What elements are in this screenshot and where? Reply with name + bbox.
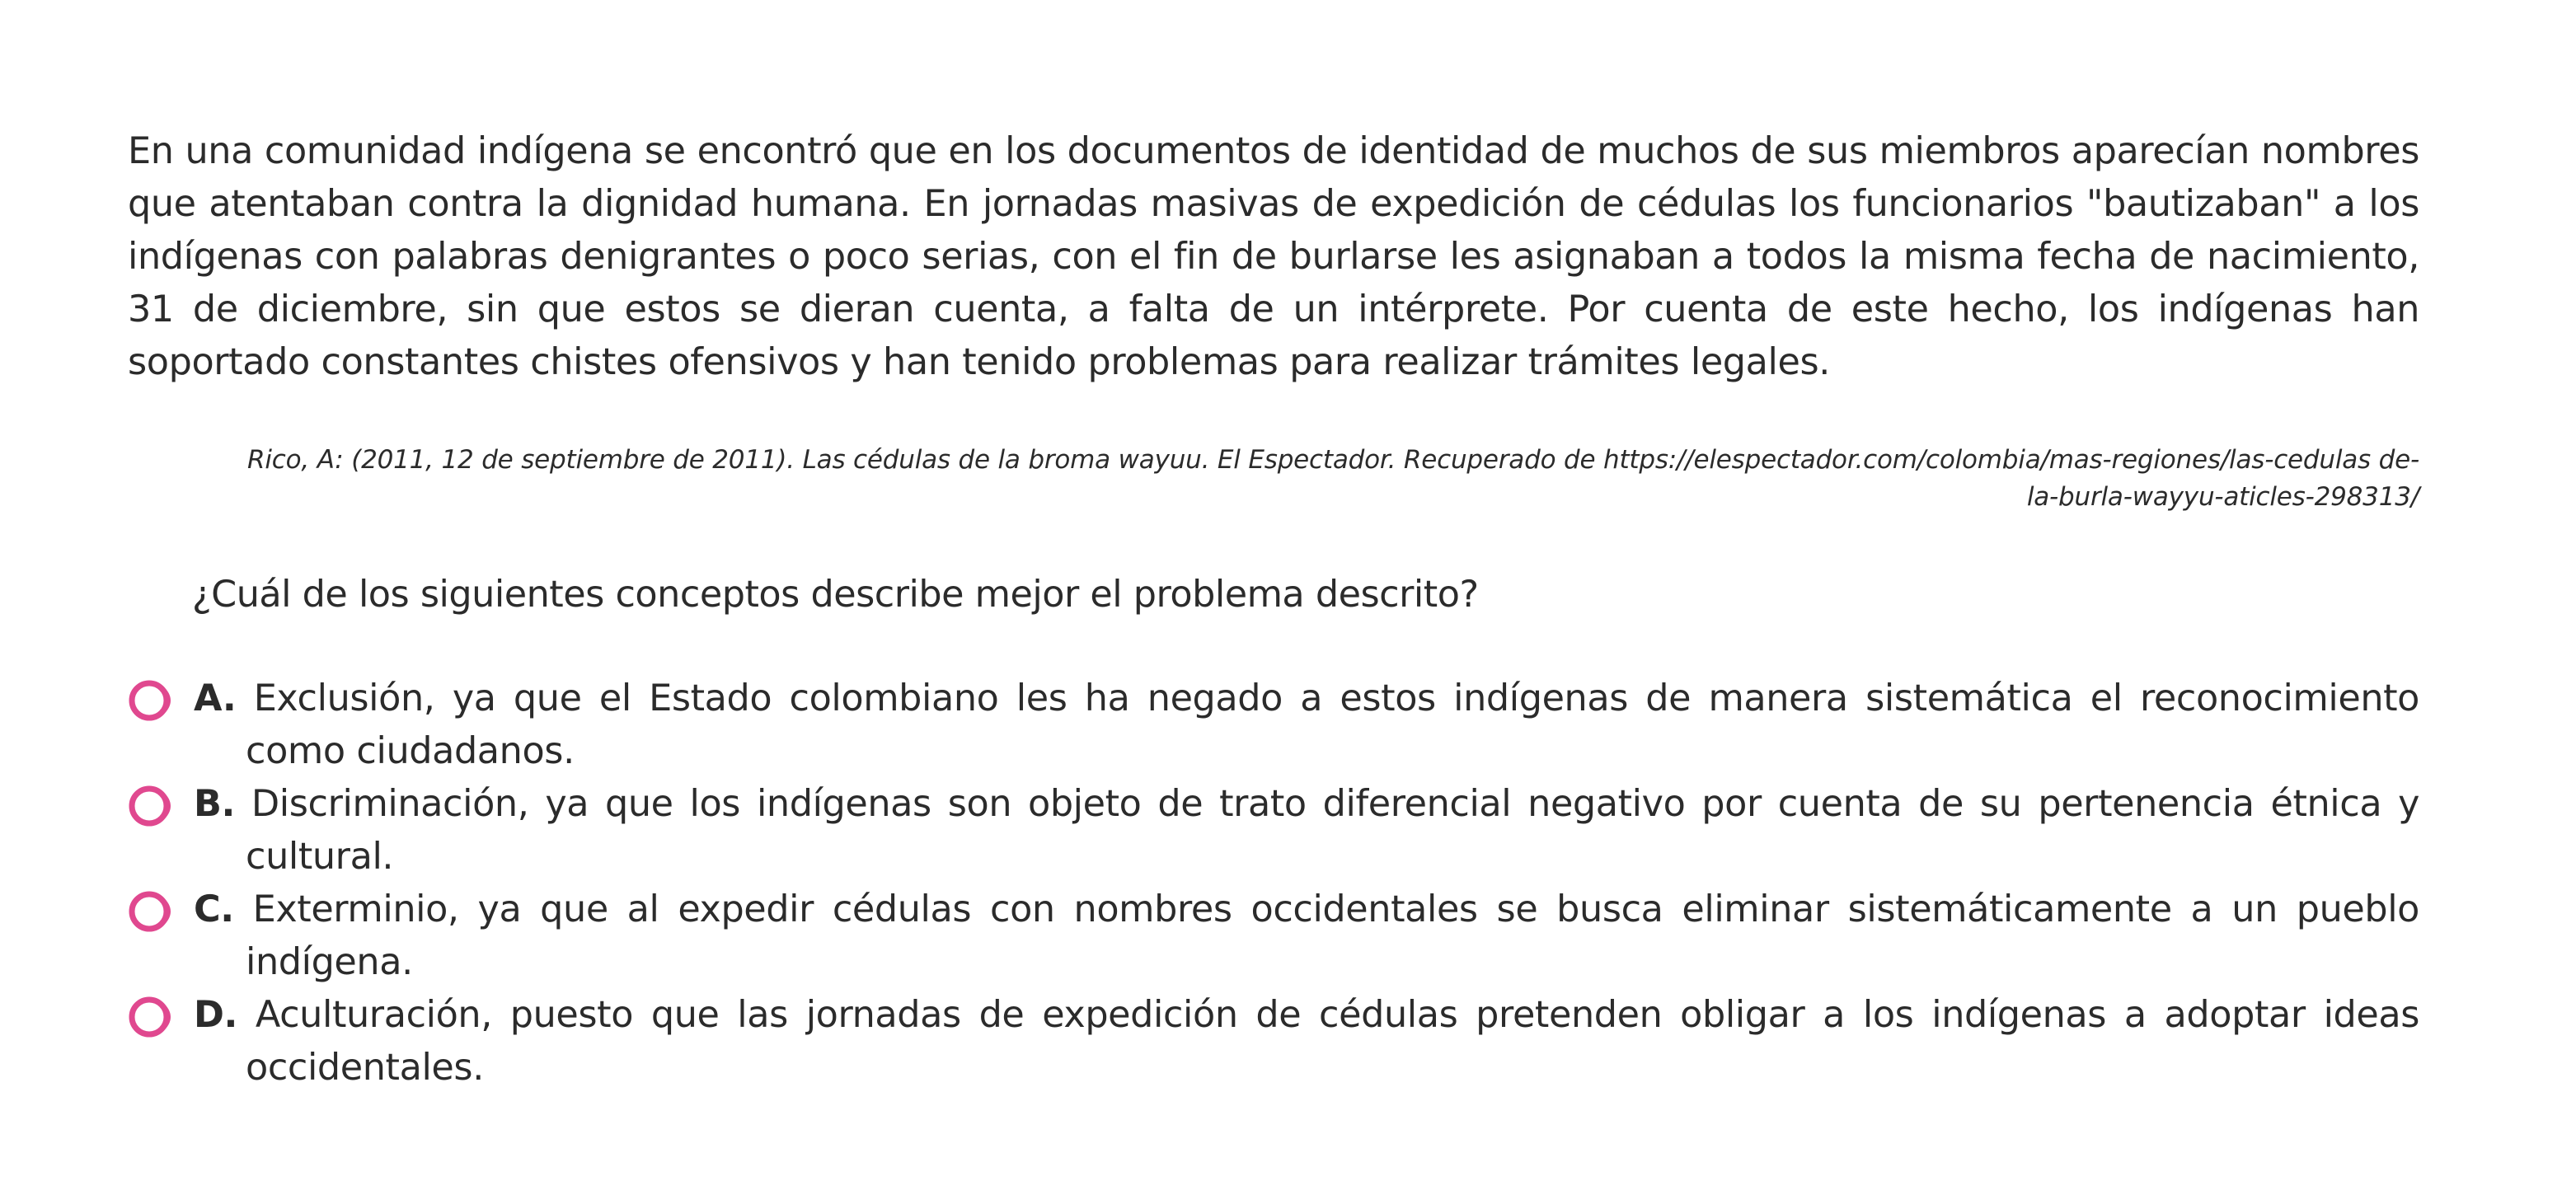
radio-circle-icon[interactable] — [128, 890, 184, 933]
option-label: Aculturación, puesto que las jornadas de expedición de cédulas pretenden obligar a los indígenas a adoptar ideas occidentales. — [246, 994, 2420, 1089]
radio-circle-icon[interactable] — [128, 785, 184, 827]
option-label: Exterminio, ya que al expedir cédulas con nombres occidentales se busca eliminar sistemáticamente a un pueblo indígena. — [246, 888, 2419, 983]
question-prompt: ¿Cuál de los siguientes conceptos describe mejor el problema descrito? — [192, 574, 1479, 616]
option-letter: C. — [194, 888, 234, 930]
answer-options — [128, 672, 2419, 1094]
option-a[interactable] — [128, 672, 2419, 778]
radio-circle-icon[interactable] — [128, 679, 184, 722]
option-letter: D. — [194, 994, 238, 1036]
option-c[interactable] — [128, 883, 2419, 989]
option-d[interactable] — [128, 989, 2419, 1094]
option-text — [194, 989, 2419, 1094]
option-text — [194, 672, 2419, 778]
option-b[interactable] — [128, 778, 2419, 883]
source-citation: Rico, A: (2011, 12 de septiembre de 2011). Las cédulas de la broma wayuu. El Espectador. Recuperado de https://elespectador.com/colombia/mas-regiones/las-cedulas de-la-burla-wayyu-aticles-298313/ — [247, 445, 2419, 512]
option-label: Discriminación, ya que los indígenas son objeto de trato diferencial negativo por cuenta de su pertenencia étnica y cultural. — [246, 783, 2420, 878]
option-letter: A. — [194, 677, 237, 719]
option-letter: B. — [194, 783, 236, 825]
option-label: Exclusión, ya que el Estado colombiano les ha negado a estos indígenas de manera sistemática el reconocimiento como ciudadanos. — [246, 677, 2419, 772]
option-text — [194, 883, 2419, 989]
option-text — [194, 778, 2419, 883]
radio-circle-icon[interactable] — [128, 996, 184, 1038]
reading-passage: En una comunidad indígena se encontró que en los documentos de identidad de muchos de sus miembros aparecían nombres que atentaban contra la dignidad humana. En jornadas masivas de expedición de cédulas los funcionarios "bautizaban" a los indígenas con palabras denigrantes o poco serias, con el fin de burlarse les asignaban a todos la misma fecha de nacimiento, 31 de diciembre, sin que estos se dieran cuenta, a falta de un intérprete. Por cuenta de este hecho, los indígenas han soportado constantes chistes ofensivos y han tenido problemas para realizar trámites legales. — [128, 130, 2419, 383]
